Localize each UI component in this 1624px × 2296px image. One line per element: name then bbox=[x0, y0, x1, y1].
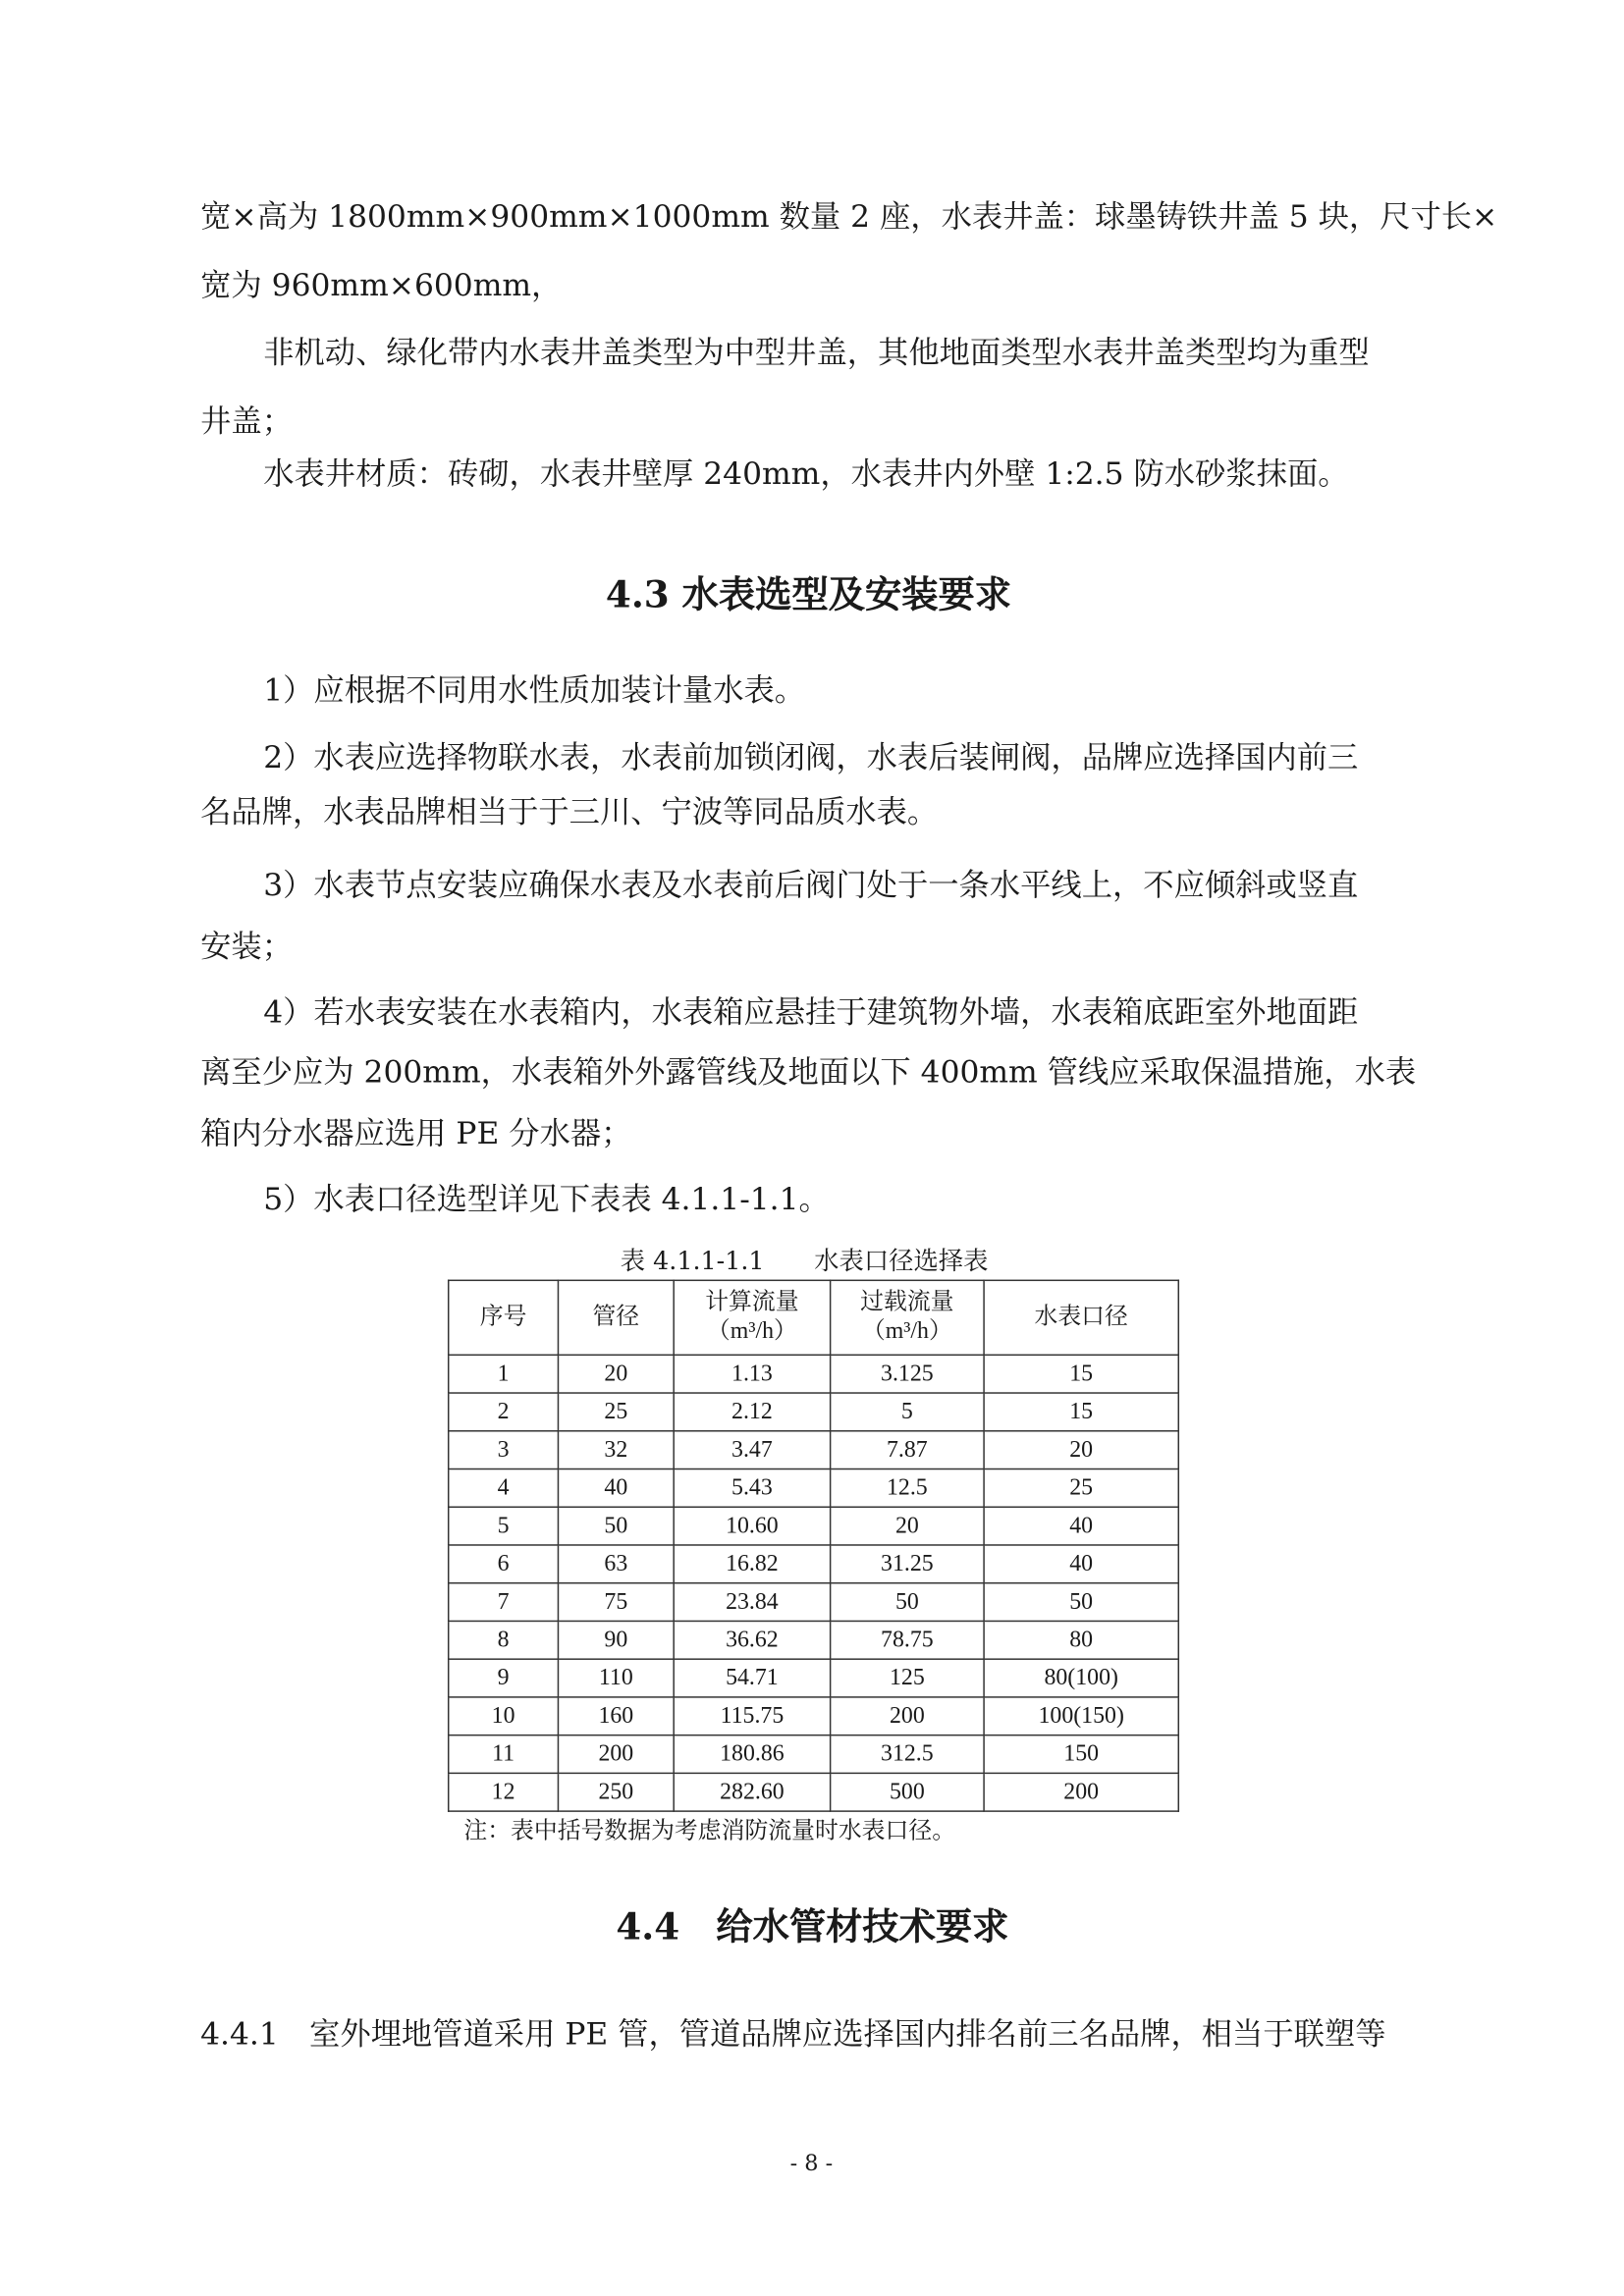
list-item-continuation: 安装； bbox=[200, 929, 294, 964]
cell-meter-size: 50 bbox=[984, 1583, 1178, 1622]
cell-overload-flow: 5 bbox=[831, 1393, 984, 1431]
cell-calc-flow: 5.43 bbox=[674, 1469, 830, 1508]
cell-pipe-diameter: 200 bbox=[558, 1735, 674, 1774]
cell-no: 5 bbox=[449, 1507, 559, 1545]
cell-overload-flow: 200 bbox=[831, 1697, 984, 1735]
list-item: 4）若水表安装在水表箱内，水表箱应悬挂于建筑物外墙，水表箱底距室外地面距 bbox=[263, 994, 1359, 1030]
cell-overload-flow: 50 bbox=[831, 1583, 984, 1622]
table-note: 注：表中括号数据为考虑消防流量时水表口径。 bbox=[463, 1816, 956, 1844]
paragraph-line: 井盖； bbox=[200, 403, 294, 439]
cell-overload-flow: 500 bbox=[831, 1773, 984, 1811]
cell-overload-flow: 7.87 bbox=[831, 1431, 984, 1469]
cell-calc-flow: 16.82 bbox=[674, 1545, 830, 1583]
cell-no: 3 bbox=[449, 1431, 559, 1469]
table-row bbox=[449, 1545, 1179, 1583]
cell-overload-flow: 31.25 bbox=[831, 1545, 984, 1583]
cell-no: 9 bbox=[449, 1659, 559, 1697]
header-calc-flow bbox=[674, 1280, 830, 1355]
cell-pipe-diameter: 20 bbox=[558, 1355, 674, 1393]
list-item-continuation: 离至少应为 200mm，水表箱外外露管线及地面以下 400mm 管线应采取保温措施，水表 bbox=[200, 1054, 1417, 1090]
table-row bbox=[449, 1431, 1179, 1469]
cell-overload-flow: 78.75 bbox=[831, 1621, 984, 1659]
cell-no: 8 bbox=[449, 1621, 559, 1659]
cell-no: 11 bbox=[449, 1735, 559, 1774]
cell-meter-size: 40 bbox=[984, 1545, 1178, 1583]
paragraph-line: 非机动、绿化带内水表井盖类型为中型井盖，其他地面类型水表井盖类型均为重型 bbox=[263, 335, 1370, 370]
list-item: 1）应根据不同用水性质加装计量水表。 bbox=[263, 672, 806, 709]
table-body bbox=[449, 1355, 1179, 1811]
cell-pipe-diameter: 90 bbox=[558, 1621, 674, 1659]
list-item-continuation: 名品牌，水表品牌相当于于三川、宁波等同品质水表。 bbox=[200, 793, 939, 829]
cell-no: 4 bbox=[449, 1469, 559, 1508]
header-overload-flow bbox=[831, 1280, 984, 1355]
paragraph-line: 宽为 960mm×600mm， bbox=[200, 267, 563, 303]
cell-overload-flow: 3.125 bbox=[831, 1355, 984, 1393]
cell-overload-flow: 312.5 bbox=[831, 1735, 984, 1774]
cell-meter-size: 150 bbox=[984, 1735, 1178, 1774]
list-item: 5）水表口径选型详见下表表 4.1.1-1.1。 bbox=[263, 1181, 830, 1217]
table-caption: 表 4.1.1-1.1 水表口径选择表 bbox=[620, 1247, 989, 1277]
table-row bbox=[449, 1355, 1179, 1393]
cell-meter-size: 15 bbox=[984, 1355, 1178, 1393]
cell-meter-size: 15 bbox=[984, 1393, 1178, 1431]
cell-pipe-diameter: 63 bbox=[558, 1545, 674, 1583]
table-header-row bbox=[449, 1280, 1179, 1355]
table-row bbox=[449, 1773, 1179, 1811]
cell-overload-flow: 20 bbox=[831, 1507, 984, 1545]
header-meter-size: 水表口径 bbox=[984, 1280, 1178, 1355]
cell-calc-flow: 54.71 bbox=[674, 1659, 830, 1697]
cell-calc-flow: 23.84 bbox=[674, 1583, 830, 1622]
table-row bbox=[449, 1469, 1179, 1508]
cell-pipe-diameter: 50 bbox=[558, 1507, 674, 1545]
section-heading-4-4: 4.4 给水管材技术要求 bbox=[616, 1905, 1009, 1949]
cell-pipe-diameter: 32 bbox=[558, 1431, 674, 1469]
table-row bbox=[449, 1621, 1179, 1659]
header-overload-flow-unit: （m³/h） bbox=[861, 1318, 952, 1345]
table-row bbox=[449, 1507, 1179, 1545]
cell-pipe-diameter: 250 bbox=[558, 1773, 674, 1811]
list-item: 3）水表节点安装应确保水表及水表前后阀门处于一条水平线上，不应倾斜或竖直 bbox=[263, 867, 1359, 903]
cell-calc-flow: 180.86 bbox=[674, 1735, 830, 1774]
cell-calc-flow: 282.60 bbox=[674, 1773, 830, 1811]
cell-meter-size: 80 bbox=[984, 1621, 1178, 1659]
cell-pipe-diameter: 25 bbox=[558, 1393, 674, 1431]
header-no: 序号 bbox=[449, 1280, 559, 1355]
cell-calc-flow: 36.62 bbox=[674, 1621, 830, 1659]
list-item: 2）水表应选择物联水表，水表前加锁闭阀，水表后装闸阀，品牌应选择国内前三 bbox=[263, 739, 1359, 775]
cell-calc-flow: 115.75 bbox=[674, 1697, 830, 1735]
cell-meter-size: 100(150) bbox=[984, 1697, 1178, 1735]
cell-no: 2 bbox=[449, 1393, 559, 1431]
cell-calc-flow: 10.60 bbox=[674, 1507, 830, 1545]
page-number: - 8 - bbox=[789, 2150, 834, 2176]
cell-no: 12 bbox=[449, 1773, 559, 1811]
cell-meter-size: 25 bbox=[984, 1469, 1178, 1508]
cell-calc-flow: 2.12 bbox=[674, 1393, 830, 1431]
cell-meter-size: 20 bbox=[984, 1431, 1178, 1469]
paragraph-line: 宽×高为 1800mm×900mm×1000mm 数量 2 座，水表井盖：球墨铸铁井盖 5 块，尺寸长× bbox=[200, 198, 1498, 235]
table-row bbox=[449, 1697, 1179, 1735]
header-calc-flow-line1: 计算流量 bbox=[705, 1290, 799, 1315]
cell-pipe-diameter: 110 bbox=[558, 1659, 674, 1697]
cell-no: 7 bbox=[449, 1583, 559, 1622]
table-row bbox=[449, 1659, 1179, 1697]
cell-overload-flow: 12.5 bbox=[831, 1469, 984, 1508]
cell-no: 1 bbox=[449, 1355, 559, 1393]
paragraph-line: 4.4.1 室外埋地管道采用 PE 管，管道品牌应选择国内排名前三名品牌，相当于联塑等 bbox=[200, 2016, 1386, 2053]
cell-meter-size: 80(100) bbox=[984, 1659, 1178, 1697]
cell-no: 6 bbox=[449, 1545, 559, 1583]
meter-size-table bbox=[448, 1280, 1179, 1812]
cell-pipe-diameter: 75 bbox=[558, 1583, 674, 1622]
cell-pipe-diameter: 160 bbox=[558, 1697, 674, 1735]
table-row bbox=[449, 1735, 1179, 1774]
paragraph-line: 水表井材质：砖砌，水表井壁厚 240mm，水表井内外壁 1:2.5 防水砂浆抹面。 bbox=[263, 455, 1349, 492]
cell-no: 10 bbox=[449, 1697, 559, 1735]
cell-calc-flow: 3.47 bbox=[674, 1431, 830, 1469]
cell-calc-flow: 1.13 bbox=[674, 1355, 830, 1393]
cell-overload-flow: 125 bbox=[831, 1659, 984, 1697]
table-row bbox=[449, 1393, 1179, 1431]
section-heading-4-3: 4.3 水表选型及安装要求 bbox=[605, 573, 1011, 616]
header-overload-flow-line1: 过载流量 bbox=[860, 1290, 954, 1315]
cell-pipe-diameter: 40 bbox=[558, 1469, 674, 1508]
header-calc-flow-unit: （m³/h） bbox=[706, 1318, 797, 1345]
cell-meter-size: 40 bbox=[984, 1507, 1178, 1545]
header-pipe-diameter: 管径 bbox=[558, 1280, 674, 1355]
cell-meter-size: 200 bbox=[984, 1773, 1178, 1811]
table-row bbox=[449, 1583, 1179, 1622]
list-item-continuation: 箱内分水器应选用 PE 分水器； bbox=[200, 1115, 632, 1151]
